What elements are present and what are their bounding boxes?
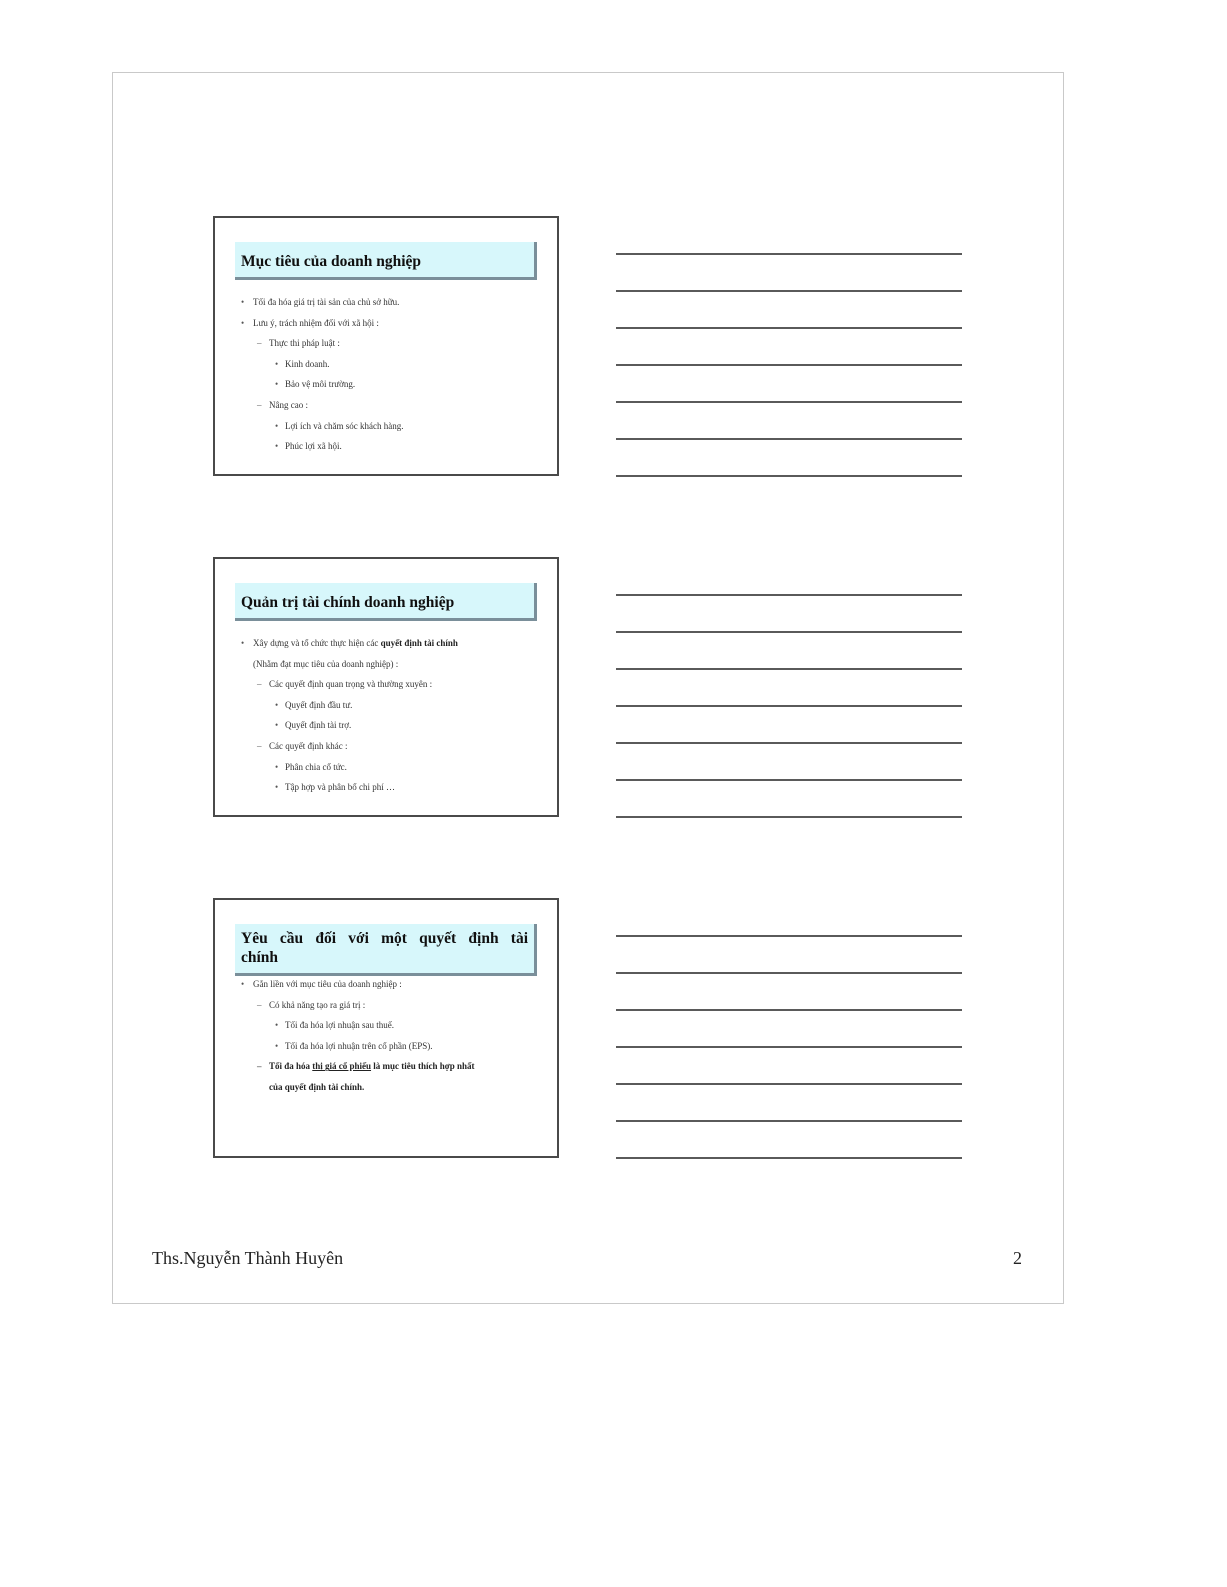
note-line [616, 705, 962, 707]
bullet-marker: • [275, 1020, 279, 1031]
dash-marker: – [257, 1061, 262, 1072]
note-line [616, 401, 962, 403]
bullet-text: Kinh doanh. [285, 358, 330, 369]
bullet-line [239, 354, 541, 375]
bullet-marker: • [275, 420, 279, 431]
bullet-marker: • [275, 1040, 279, 1051]
note-line [616, 1157, 962, 1159]
bullet-line [239, 757, 541, 778]
slide-2 [213, 557, 559, 817]
bullet-text: Gắn liền với mục tiêu của doanh nghiệp : [253, 979, 402, 989]
bullet-text: Tối đa hóa lợi nhuận trên cổ phần (EPS). [285, 1040, 433, 1051]
bullet-text: Xây dựng và tổ chức thực hiện các [253, 638, 381, 648]
note-line [616, 779, 962, 781]
bullet-line [239, 695, 541, 716]
slide-title: Mục tiêu của doanh nghiệp [235, 242, 537, 280]
bullet-text: Phân chia cổ tức. [285, 761, 347, 772]
note-line [616, 594, 962, 596]
dash-marker: – [257, 399, 262, 410]
bullet-text: Thực thi pháp luật : [269, 338, 340, 349]
note-line [616, 816, 962, 818]
bullet-line [239, 395, 541, 416]
bullet-line [239, 292, 541, 313]
note-line [616, 1009, 962, 1011]
note-line [616, 972, 962, 974]
dash-marker: – [257, 338, 262, 349]
page-number: 2 [1013, 1248, 1022, 1268]
bullet-text: Nâng cao : [269, 399, 308, 410]
slide-title: Quản trị tài chính doanh nghiệp [235, 583, 537, 621]
bullet-line [239, 333, 541, 354]
note-line [616, 742, 962, 744]
underlined-text: thị giá cổ phiếu [312, 1061, 372, 1072]
bullet-line [239, 715, 541, 736]
bullet-text: Các quyết định quan trọng và thường xuyên : [269, 679, 433, 690]
note-line [616, 668, 962, 670]
bullet-text: Tập hợp và phân bổ chi phí … [285, 782, 395, 793]
bullet-continuation [239, 1077, 541, 1098]
bold-text: quyết định tài chính [380, 638, 458, 648]
slide-body [239, 292, 541, 457]
bullet-line [239, 1036, 541, 1057]
bullet-marker: • [275, 358, 279, 369]
bullet-marker: • [241, 297, 245, 307]
slide-body [239, 633, 541, 798]
bullet-marker: • [275, 699, 279, 710]
bullet-line [239, 1056, 541, 1077]
note-line [616, 631, 962, 633]
note-line [616, 1120, 962, 1122]
bullet-line [239, 674, 541, 695]
slide-body [239, 974, 541, 1098]
slide-3 [213, 898, 559, 1158]
bullet-line [239, 436, 541, 457]
bullet-text: là mục tiêu thích hợp nhất [371, 1061, 475, 1072]
bullet-line [239, 313, 541, 334]
bullet-marker: • [275, 720, 279, 731]
bullet-line [239, 995, 541, 1016]
bullet-line [239, 374, 541, 395]
bullet-text: Lưu ý, trách nhiệm đối với xã hội : [253, 317, 379, 328]
note-line [616, 253, 962, 255]
note-line [616, 290, 962, 292]
bullet-marker: • [275, 441, 279, 452]
bullet-marker: • [241, 638, 245, 648]
dash-marker: – [257, 740, 262, 751]
note-line [616, 935, 962, 937]
slide-title: Yêu cầu đối với một quyết định tài chính [235, 924, 537, 976]
note-line [616, 1046, 962, 1048]
bullet-text: Bảo vệ môi trường. [285, 379, 356, 390]
bullet-text: Quyết định tài trợ. [285, 720, 352, 731]
bullet-text: Quyết định đầu tư. [285, 699, 353, 710]
note-line [616, 475, 962, 477]
note-line [616, 364, 962, 366]
bullet-marker: • [275, 782, 279, 793]
bullet-line [239, 777, 541, 798]
bullet-marker: • [275, 761, 279, 772]
bullet-text: Các quyết định khác : [269, 740, 348, 751]
bullet-text: của quyết định tài chính. [269, 1081, 365, 1092]
slide-1 [213, 216, 559, 476]
bullet-marker: • [241, 979, 245, 989]
footer-author: Ths.Nguyễn Thành Huyên [152, 1248, 344, 1268]
bullet-line [239, 1015, 541, 1036]
note-line [616, 327, 962, 329]
bullet-marker: • [275, 379, 279, 390]
bullet-line [239, 633, 541, 654]
dash-marker: – [257, 999, 262, 1010]
bullet-text: Lợi ích và chăm sóc khách hàng. [285, 420, 404, 431]
bullet-marker: • [241, 317, 245, 328]
bullet-text: Tối đa hóa giá trị tài sản của chủ sở hữu. [253, 297, 400, 307]
bullet-text: Phúc lợi xã hội. [285, 441, 342, 452]
bullet-text: Tối đa hóa [269, 1061, 313, 1072]
bullet-text: Có khả năng tạo ra giá trị : [269, 999, 366, 1010]
bullet-continuation [239, 654, 541, 675]
bullet-line [239, 974, 541, 995]
bullet-line [239, 416, 541, 437]
dash-marker: – [257, 679, 262, 690]
note-line [616, 1083, 962, 1085]
bullet-text: (Nhằm đạt mục tiêu của doanh nghiệp) : [253, 658, 399, 669]
note-line [616, 438, 962, 440]
bullet-line [239, 736, 541, 757]
bullet-text: Tối đa hóa lợi nhuận sau thuế. [285, 1020, 394, 1031]
